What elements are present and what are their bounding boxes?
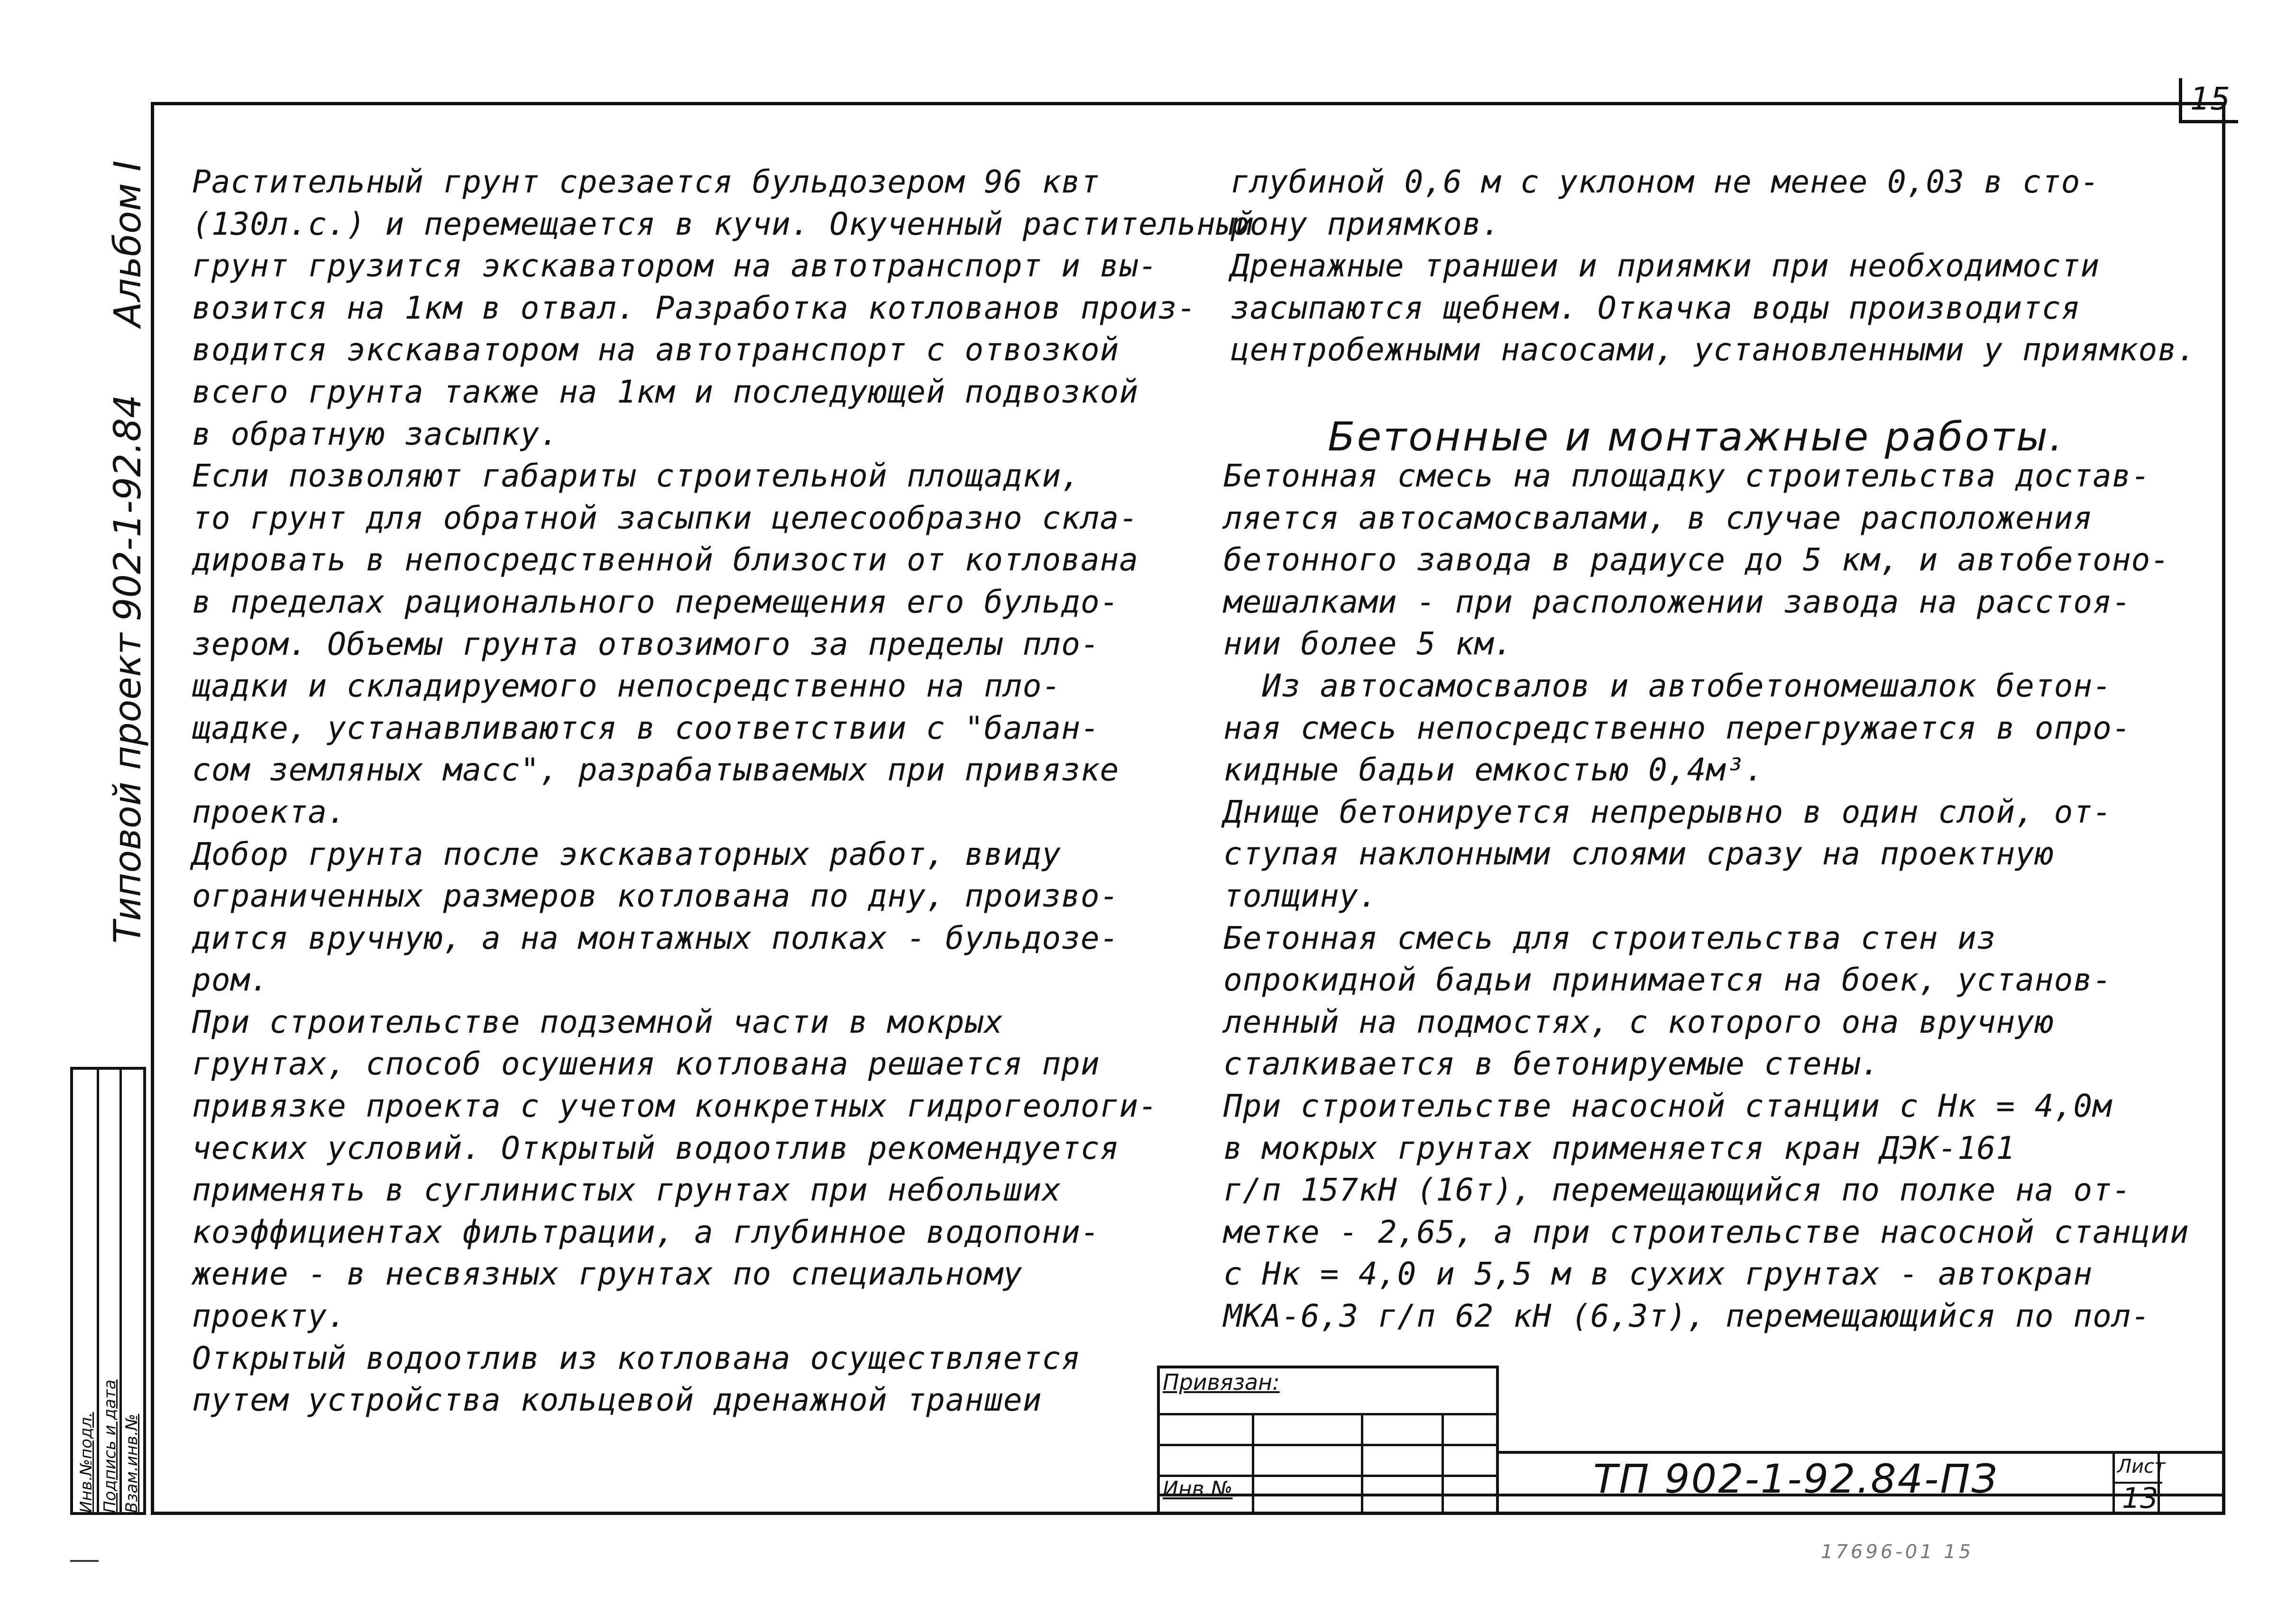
side-labels <box>102 128 168 944</box>
stamp-replace-label: Взам.инв.№ <box>122 1413 141 1513</box>
stamp-signature-label: Подпись и дата <box>101 1379 119 1513</box>
right-column-bottom-text: Бетонная смесь на площадку строительства достав- ляется автосамосвалами, в случае расположения бетонного завода в радиусе до 5 км, и автобетоно- мешалками - при расположении завода на расстоя- нии более 5 км. Из автосамосвалов и автобетономешалок бетон- ная смесь непосредственно перегружается в опро- кидные бадьи емкостью 0,4м³. Днище бетонируется непрерывно в один слой, от- ступая наклонными слоями сразу на проектную толщину. Бетонная смесь для строительства стен из опрокидной бадьи принимается на боек, установ- ленный на подмостях, с которого она вручную сталкивается в бетонируемые стены. При строительстве насосной станции с Нк = 4,0м в мокрых грунтах применяется кран ДЭК-161 г/п 157кН (16т), перемещающийся по полке на от- метке - 2,65, а при строительстве насосной станции с Нк = 4,0 и 5,5 м в сухих грунтах - автокран МКА-6,3 г/п 62 кН (6,3т), перемещающийся по пол- <box>1223 458 2189 1334</box>
section-heading: Бетонные и монтажные работы. <box>1328 413 2064 460</box>
inv-label: Инв.№ <box>1163 1477 1233 1501</box>
right-column-top-text: глубиной 0,6 м с уклоном не менее 0,03 в сто- рону приямков. Дренажные траншеи и приямки при необходимости засыпаются щебнем. Откачка воды производится центробежными насосами, установленными у приямков. <box>1231 164 2196 368</box>
sheet-label: Лист <box>2117 1456 2166 1477</box>
sheet-top-number: 15 <box>2179 78 2238 123</box>
document-code: ТП 902-1-92.84-ПЗ <box>1593 1456 1999 1502</box>
scan-mark <box>70 1560 99 1562</box>
approval-stamp-strip <box>70 1067 146 1515</box>
sheet-number: 13 <box>2122 1482 2158 1515</box>
archive-stamp: 17696-01 15 <box>1821 1541 1974 1563</box>
side-project-label: Типовой проект 902-1-92.84 <box>107 395 149 944</box>
title-block <box>1157 1366 2225 1515</box>
left-column-text: Растительный грунт срезается бульдозером 96 квт (130л.с.) и перемещается в кучи. Окученный растительный грунт грузится экскаватором на автотранспорт и вы- возится на 1км в отвал. Разработка котлованов произ- водится экскаватором на автотранспорт с отвозкой всего грунта также на 1км и последующей подвозкой в обратную засыпку. Если позволяют габариты строительной площадки, то грунт для обратной засыпки целесообразно скла- дировать в непосредственной близости от котлована в пределах рационального перемещения его бульдо- зером. Объемы грунта отвозимого за пределы пло- щадки и складируемого непосредственно на пло- щадке, устанавливаются в соответствии с "балан- сом земляных масс", разрабатываемых при привязке проекта. Добор грунта после экскаваторных работ, ввиду ограниченных размеров котлована по дну, произво- дится вручную, а на монтажных полках - бульдозе- ром. При строительстве подземной части в мокрых грунтах, способ осушения котлована решается при привязке проекта с учетом конкретных гидрогеологи- ческих условий. Открытый водоотлив рекомендуется применять в суглинистых грунтах при небольших коэффициентах фильтрации, а глубинное водопони- жение - в несвязных грунтах по специальному проекту. Открытый водоотлив из котлована осуществляется путем устройства кольцевой дренажной траншеи <box>192 164 1255 1419</box>
side-album-label: Альбом I <box>107 160 149 327</box>
bound-label: Привязан: <box>1163 1369 1280 1395</box>
stamp-inv-label: Инв.№подл. <box>77 1412 96 1513</box>
